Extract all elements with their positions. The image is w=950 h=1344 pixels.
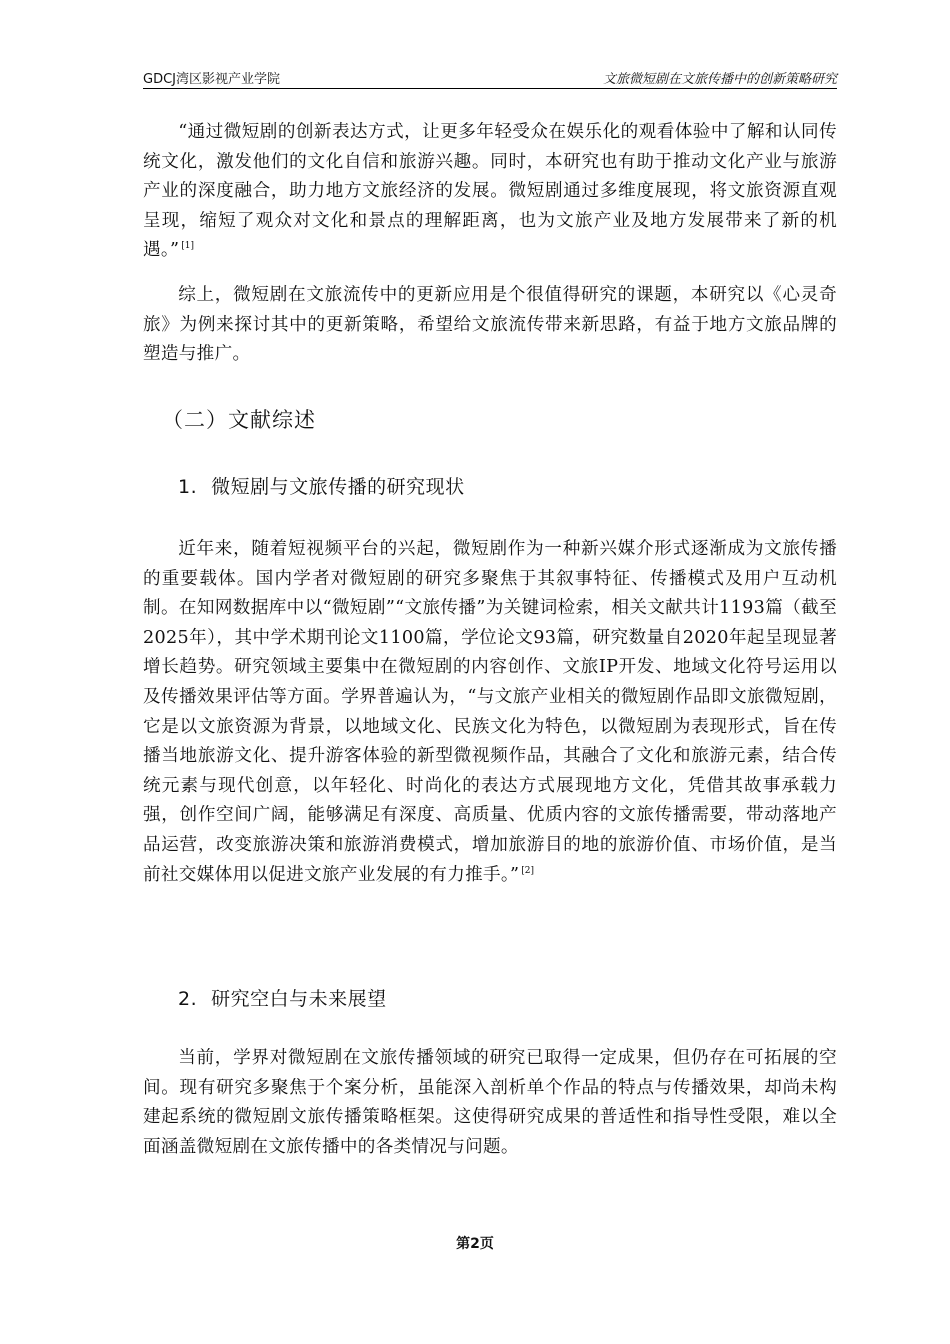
page-header <box>143 66 837 89</box>
research-gap-paragraph: 当前，学界对微短剧在文旅传播领域的研究已取得一定成果，但仍存在可拓展的空间。现有研究多聚焦于个案分析，虽能深入剖析单个作品的特点与传播效果，却尚未构建起系统的微短剧文旅传播策略框架。这使得研究成果的普适性和指导性受限，难以全面涵盖微短剧在文旅传播中的各类情况与问题。 <box>143 1048 837 1157</box>
section-heading-literature-review: （二）文献综述 <box>162 408 316 432</box>
research-status-paragraph <box>143 535 837 890</box>
subsection-heading-research-status <box>178 472 465 499</box>
header-institution: GDCJ湾区影视产业学院 <box>143 72 280 87</box>
intro-quote-text: “通过微短剧的创新表达方式，让更多年轻受众在娱乐化的观看体验中了解和认同传统文化，激发他们的文化自信和旅游兴趣。同时，本研究也有助于推动文化产业与旅游产业的深度融合，助力地方文旅经济的发展。微短剧通过多维度展现，将文旅资源直观呈现，缩短了观众对文化和景点的理解距离，也为文旅产业及地方发展带来了新的机遇。” <box>143 122 837 261</box>
subsection-number: 1. <box>178 476 198 498</box>
header-paper-title: 文旅微短剧在文旅传播中的创新策略研究 <box>602 72 837 87</box>
subsection-title: 研究空白与未来展望 <box>211 988 387 1010</box>
subsection-title: 微短剧与文旅传播的研究现状 <box>211 476 465 498</box>
subsection-heading-research-gap <box>178 984 387 1011</box>
citation-ref-2[interactable]: [2] <box>521 865 535 876</box>
page-number: 第2页 <box>456 1236 494 1252</box>
intro-quote-paragraph <box>143 118 837 266</box>
summary-paragraph: 综上，微短剧在文旅流传中的更新应用是个很值得研究的课题，本研究以《心灵奇旅》为例来探讨其中的更新策略，希望给文旅流传带来新思路，有益于地方文旅品牌的塑造与推广。 <box>143 285 837 365</box>
citation-ref-1[interactable]: [1] <box>181 241 195 252</box>
subsection-number: 2. <box>178 988 198 1010</box>
research-status-text: 近年来，随着短视频平台的兴起，微短剧作为一种新兴媒介形式逐渐成为文旅传播的重要载体。国内学者对微短剧的研究多聚焦于其叙事特征、传播模式及用户互动机制。在知网数据库中以“微短剧”“文旅传播”为关键词检索，相关文献共计1193篇（截至2025年），其中学术期刊论文1100篇，学位论文93篇，研究数量自2020年起呈现显著增长趋势。研究领域主要集中在微短剧的内容创作、文旅IP开发、地域文化符号运用以及传播效果评估等方面。学界普遍认为，“与文旅产业相关的微短剧作品即文旅微短剧，它是以文旅资源为背景，以地域文化、民族文化为特色，以微短剧为表现形式，旨在传播当地旅游文化、提升游客体验的新型微视频作品，其融合了文化和旅游元素，结合传统元素与现代创意，以年轻化、时尚化的表达方式展现地方文化，凭借其故事承载力强，创作空间广阔，能够满足有深度、高质量、优质内容的文旅传播需要，带动落地产品运营，改变旅游决策和旅游消费模式，增加旅游目的地的旅游价值、市场价值，是当前社交媒体用以促进文旅产业发展的有力推手。” <box>143 539 837 885</box>
